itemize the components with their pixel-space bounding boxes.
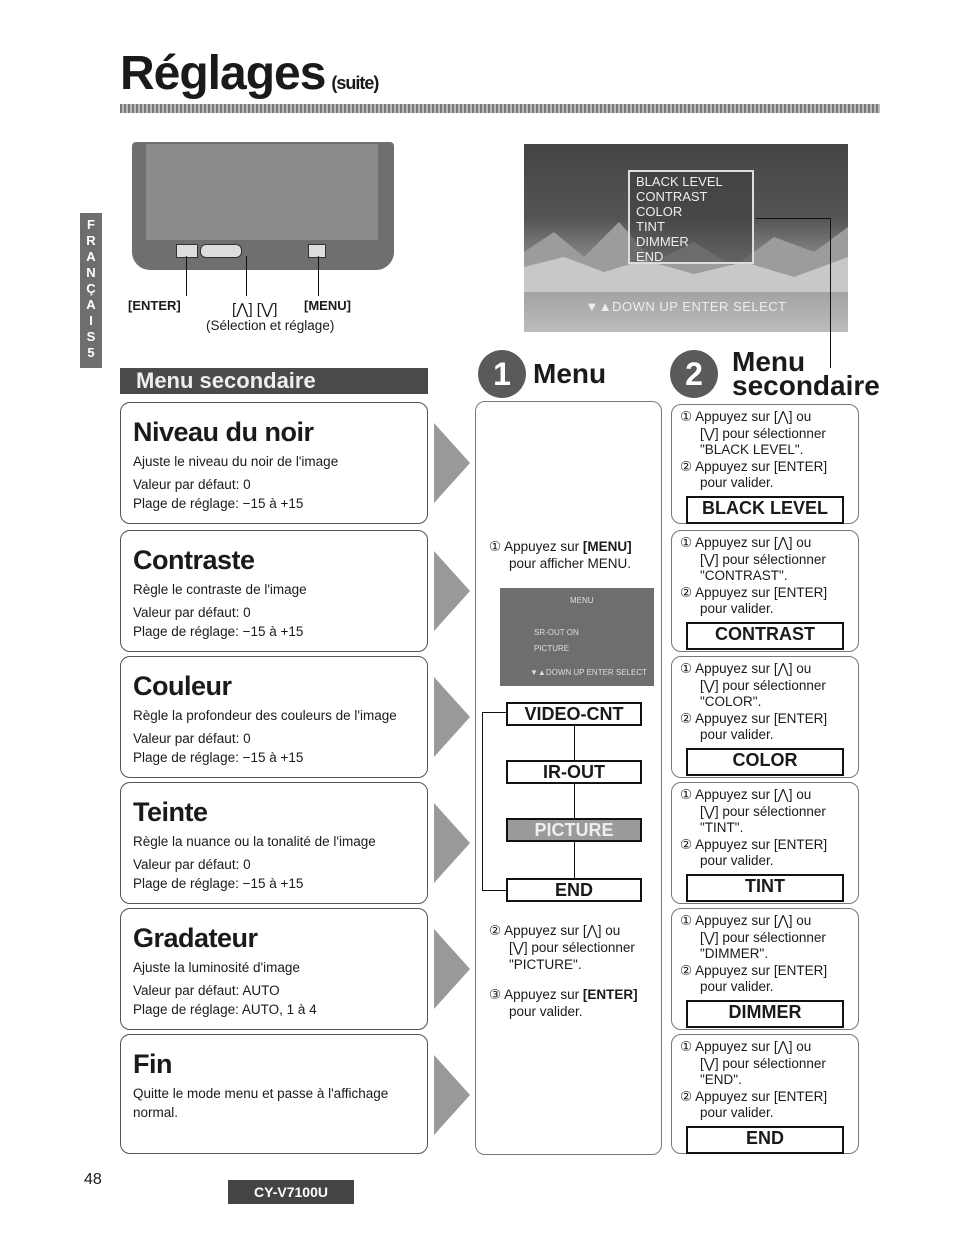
menu-box-picture: PICTURE [506,818,642,842]
card-title: Fin [133,1049,172,1079]
submenu-box: DIMMER [686,1000,844,1028]
enter-leader-line [186,256,187,296]
osd-item: COLOR [636,204,683,219]
card-default: Valeur par défaut: AUTO [133,983,280,998]
language-tab: F R A N Ç A I S 5 [80,213,102,368]
title-rule [120,104,880,113]
submenu-card-end: ① Appuyez sur [⋀] ou [⋁] pour sélectionner "END". ② Appuyez sur [ENTER] pour valider. END [671,1034,859,1154]
updown-button-illustration [200,244,242,258]
menu-leader-line [318,256,319,296]
menu-step-1: ① Appuyez sur [MENU] pour afficher MENU. [489,539,632,571]
menu-box-ir-out: IR-OUT [506,760,642,784]
arrow-right-icon [434,1055,470,1135]
menu-box-video-cnt: VIDEO-CNT [506,702,642,726]
menu-heading: Menu [533,358,607,389]
card-range: Plage de réglage: −15 à +15 [133,624,304,639]
menu-button-illustration [308,244,326,258]
card-default: Valeur par défaut: 0 [133,731,251,746]
submenu-card-contrast: ① Appuyez sur [⋀] ou [⋁] pour sélectionner "CONTRAST". ② Appuyez sur [ENTER] pour valider. CONTRAST [671,530,859,652]
card-desc: Ajuste la luminosité d'image [133,960,300,975]
osd-item: DIMMER [636,234,689,249]
submenu-box: CONTRAST [686,622,844,650]
selection-caption: (Sélection et réglage) [206,318,335,333]
enter-label: [ENTER] [128,298,181,313]
card-range: Plage de réglage: −15 à +15 [133,750,304,765]
card-desc: Ajuste le niveau du noir de l'image [133,454,339,469]
menu-step-2: ② Appuyez sur [⋀] ou [⋁] pour sélectionner "PICTURE". [489,923,635,972]
section-title-bar: Menu secondaire [120,368,428,394]
osd-leader-h [756,218,830,220]
card-black-level [120,402,428,524]
page-subtitle: (suite) [331,73,379,93]
card-default: Valeur par défaut: 0 [133,857,251,872]
card-contrast [120,530,428,652]
osd-item: CONTRAST [636,189,708,204]
card-title: Couleur [133,671,232,701]
osd-item: END [636,249,664,264]
submenu-box: END [686,1126,844,1154]
osd-item: BLACK LEVEL [636,174,723,189]
osd-control-bar: ▼▲DOWN UP ENTER SELECT [585,299,787,314]
osd-menu [628,170,754,264]
osd-leader-v [830,218,831,368]
submenu-box: BLACK LEVEL [686,496,844,524]
arrow-right-icon [434,551,470,631]
card-title: Teinte [133,797,208,827]
monitor-screen [146,144,378,240]
card-end [120,1034,428,1154]
flow-line [574,784,575,818]
monitor-illustration [132,142,394,270]
step-1-badge: 1 [478,350,526,398]
menu-step-3: ③ Appuyez sur [ENTER] pour valider. [489,987,638,1019]
card-desc: Règle la nuance ou la tonalité de l'image [133,834,376,849]
card-desc-continued: normal. [133,1105,179,1120]
loop-line-bottom [482,890,506,891]
menu-box-end: END [506,878,642,902]
loop-line [482,712,483,890]
submenu-heading-line2: secondaire [732,370,880,401]
card-dimmer [120,908,428,1030]
flow-line [574,726,575,760]
card-range: Plage de réglage: −15 à +15 [133,496,304,511]
submenu-heading-line1: Menu [732,346,806,377]
card-default: Valeur par défaut: 0 [133,477,251,492]
model-badge: CY-V7100U [228,1180,354,1204]
menu-label: [MENU] [304,298,351,313]
osd-screenshot [524,144,848,332]
card-title: Gradateur [133,923,258,953]
flow-line [574,842,575,878]
submenu-box: TINT [686,874,844,902]
page-title: Réglages (suite) [120,47,379,100]
card-range: Plage de réglage: −15 à +15 [133,876,304,891]
card-desc: Quitte le mode menu et passe à l'affichage [133,1086,389,1101]
submenu-box: COLOR [686,748,844,776]
enter-button-illustration [176,244,198,258]
submenu-card-color: ① Appuyez sur [⋀] ou [⋁] pour sélectionner "COLOR". ② Appuyez sur [ENTER] pour valider. COLOR [671,656,859,778]
card-range: Plage de réglage: AUTO, 1 à 4 [133,1002,317,1017]
osd-item: TINT [636,219,665,234]
card-title: Niveau du noir [133,417,314,447]
arrow-right-icon [434,423,470,503]
submenu-card-dimmer: ① Appuyez sur [⋀] ou [⋁] pour sélectionner "DIMMER". ② Appuyez sur [ENTER] pour valider. DIMMER [671,908,859,1030]
submenu-card-black-level: ① Appuyez sur [⋀] ou [⋁] pour sélectionner "BLACK LEVEL". ② Appuyez sur [ENTER] pour valider. BLACK LEVEL [671,404,859,524]
card-tint [120,782,428,904]
card-color [120,656,428,778]
card-desc: Règle le contraste de l'image [133,582,307,597]
card-title: Contraste [133,545,255,575]
arrow-right-icon [434,677,470,757]
arrow-right-icon [434,803,470,883]
menu-mini-screenshot: MENU SR-OUT ON PICTURE ▼▲DOWN UP ENTER SELECT [500,588,654,686]
card-default: Valeur par défaut: 0 [133,605,251,620]
updown-leader-line [246,256,247,296]
page-number: 48 [84,1171,102,1188]
loop-line-top [482,712,506,713]
submenu-card-tint: ① Appuyez sur [⋀] ou [⋁] pour sélectionner "TINT". ② Appuyez sur [ENTER] pour valider. TINT [671,782,859,904]
step-2-badge: 2 [670,350,718,398]
arrow-right-icon [434,929,470,1009]
card-desc: Règle la profondeur des couleurs de l'image [133,708,397,723]
updown-label: [⋀] [⋁] [232,301,278,318]
